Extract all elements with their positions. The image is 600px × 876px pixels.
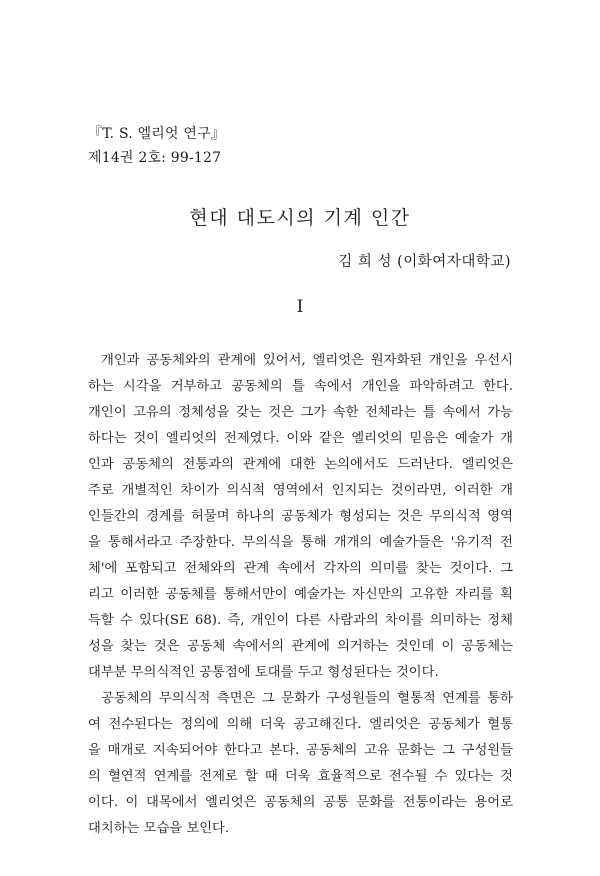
text-line: 인들간의 경계를 허물며 하나의 공동체가 형성되는 것은 무의식적 영역 <box>88 509 513 524</box>
text-line: 개인과 공동체와의 관계에 있어서, 엘리엇은 원자화된 개인을 우선시 <box>101 353 513 368</box>
text-line: 여 전수된다는 정의에 의해 더욱 공고해진다. 엘리엇은 공동체가 혈통 <box>88 717 513 732</box>
text-line: 체'에 포함되고 전체와의 관계 속에서 각자의 의미를 찾는 것이다. 그 <box>88 561 513 576</box>
text-line: 하다는 것이 엘리엇의 전제였다. 이와 같은 엘리엇의 믿음은 예술가 개 <box>88 431 513 446</box>
text-line: 대치하는 모습을 보인다. <box>88 821 230 836</box>
text-line: 의 혈연적 연계를 전제로 할 때 더욱 효율적으로 전수될 수 있다는 것 <box>88 769 513 784</box>
journal-title: 『T. S. 엘리엇 연구』 <box>88 126 226 142</box>
body-text <box>88 348 513 842</box>
text-line: 인과 공동체의 전통과의 관계에 대한 논의에서도 드러난다. 엘리엇은 <box>88 457 513 472</box>
text-line: 대부분 무의식적인 공통점에 토대를 두고 형성된다는 것이다. <box>88 665 439 680</box>
journal-issue-info: 제14권 2호: 99-127 <box>88 150 222 166</box>
text-line: 개인이 고유의 정체성을 갖는 것은 그가 속한 전체라는 틀 속에서 가능 <box>88 405 513 420</box>
text-line: 하는 시각을 거부하고 공동체의 틀 속에서 개인을 파악하려고 한다. <box>88 379 513 394</box>
article-title: 현대 대도시의 기계 인간 <box>189 207 411 229</box>
text-line: 을 매개로 지속되어야 한다고 본다. 공동체의 고유 문화는 그 구성원들 <box>88 743 513 758</box>
text-line: 득할 수 있다(SE 68). 즉, 개인이 다른 사람과의 차이를 의미하는 정체 <box>88 613 513 628</box>
text-line: 공동체의 무의식적 측면은 그 문화가 구성원들의 혈통적 연계를 통하 <box>101 691 513 706</box>
paragraph-2 <box>88 686 513 842</box>
text-line: 을 통해서라고 주장한다. 무의식을 통해 개개의 예술가들은 '유기적 전 <box>88 535 513 550</box>
section-heading: I <box>296 297 304 317</box>
author-affiliation: 김 희 성 (이화여자대학교) <box>338 254 511 270</box>
text-line: 리고 이러한 공동체를 통해서만이 예술가는 자신만의 고유한 자리를 획 <box>88 587 513 602</box>
text-line: 성을 찾는 것은 공동체 속에서의 관계에 의거하는 것인데 이 공동체는 <box>88 639 513 654</box>
text-line: 이다. 이 대목에서 엘리엇은 공동체의 공통 문화를 전통이라는 용어로 <box>88 795 513 810</box>
text-line: 주로 개별적인 차이가 의식적 영역에서 인지되는 것이라면, 이러한 개 <box>88 483 513 498</box>
paragraph-1 <box>88 348 513 686</box>
